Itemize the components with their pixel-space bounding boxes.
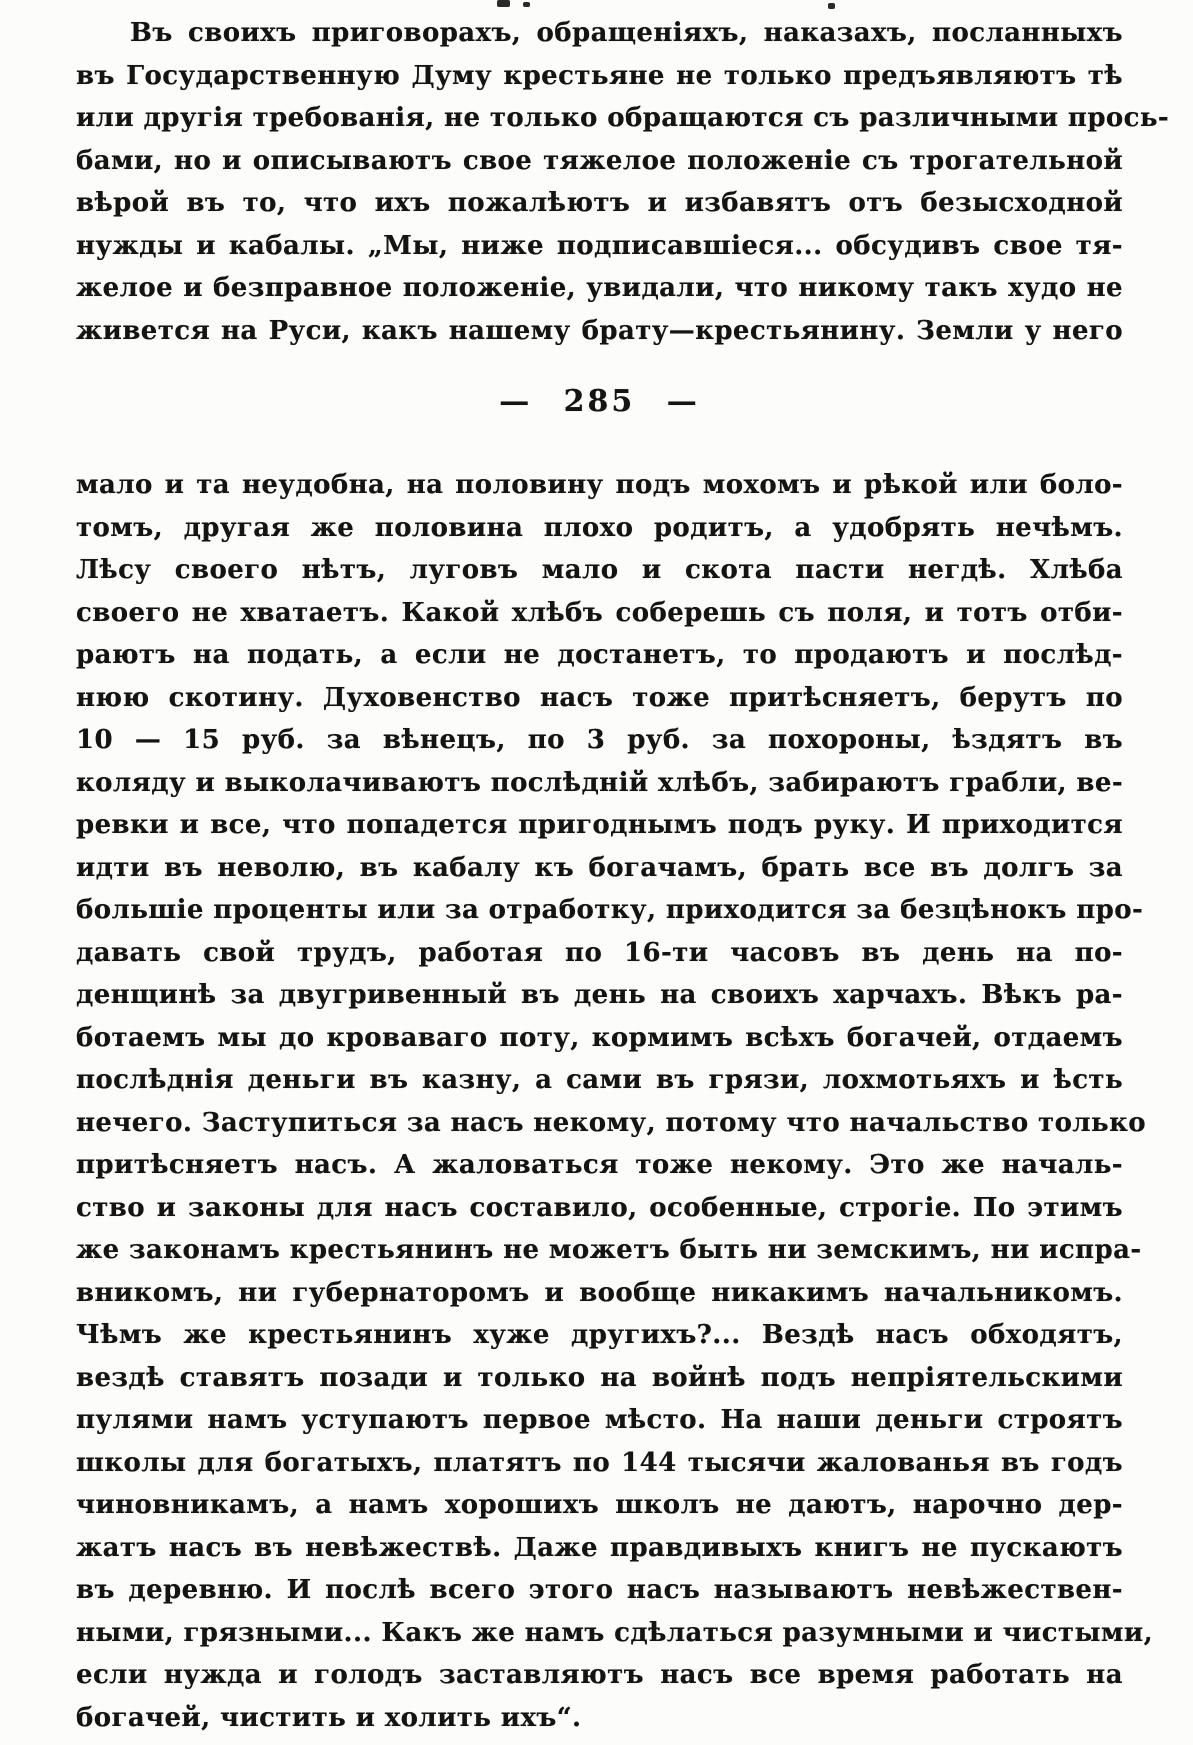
text-line: ботаемъ мы до кроваваго поту, кормимъ всѣхъ богачей, отдаемъ xyxy=(76,1022,1123,1053)
text-line: нужды и кабалы. „Мы, ниже подписавшіеся... обсудивъ свое тя- xyxy=(76,230,1123,261)
text-line: томъ, другая же половина плохо родитъ, а удобрять нечѣмъ. xyxy=(76,512,1123,543)
text-line: мало и та неудобна, на половину подъ мохомъ и рѣкой или боло- xyxy=(76,470,1123,500)
text-line: въ деревню. И послѣ всего этого насъ называютъ невѣжествен- xyxy=(76,1575,1123,1605)
text-line: вѣрой въ то, что ихъ пожалѣютъ и избавятъ отъ безысходной xyxy=(76,188,1123,218)
text-line: Чѣмъ же крестьянинъ хуже другихъ?... Вездѣ насъ обходятъ, xyxy=(76,1320,1123,1350)
text-line: Въ своихъ приговорахъ, обращеніяхъ, наказахъ, посланныхъ xyxy=(130,18,1123,48)
text-line: давать свой трудъ, работая по 16-ти часовъ въ день на по- xyxy=(76,937,1123,968)
scan-artifact xyxy=(828,3,835,9)
text-line: послѣднія деньги въ казну, а сами въ грязи, лохмотьяхъ и ѣсть xyxy=(76,1065,1123,1095)
paragraph-top xyxy=(76,12,1170,352)
text-line: нюю скотину. Духовенство насъ тоже притѣсняетъ, берутъ по xyxy=(76,682,1123,713)
text-line: богачей, чистить и холить ихъ“. xyxy=(76,1702,582,1733)
text-line: притѣсняетъ насъ. А жаловаться тоже некому. Это же началь- xyxy=(76,1150,1123,1180)
text-line: желое и безправное положеніе, увидали, что никому такъ худо не xyxy=(76,273,1123,303)
text-line: Лѣсу своего нѣтъ, луговъ мало и скота пасти негдѣ. Хлѣба xyxy=(76,555,1123,585)
text-line: живется на Руси, какъ нашему брату—крестьянину. Земли у него xyxy=(76,315,1123,346)
text-line: коляду и выколачиваютъ послѣдній хлѣбъ, забираютъ грабли, ве- xyxy=(76,767,1124,798)
text-line: жатъ насъ въ невѣжествѣ. Даже правдивыхъ книгъ не пускаютъ xyxy=(76,1532,1123,1563)
text-line: если нужда и голодъ заставляютъ насъ все время работать на xyxy=(76,1660,1123,1690)
text-line: пулями намъ уступаютъ первое мѣсто. На наши деньги строятъ xyxy=(76,1405,1123,1435)
text-line: чиновникамъ, а намъ хорошихъ школъ не даютъ, нарочно дер- xyxy=(76,1490,1123,1520)
text-line: идти въ неволю, въ кабалу къ богачамъ, брать все въ долгъ за xyxy=(76,852,1123,883)
text-line: бами, но и описываютъ свое тяжелое положеніе съ трогательной xyxy=(76,145,1123,176)
text-line: 10 — 15 руб. за вѣнецъ, по 3 руб. за похороны, ѣздятъ въ xyxy=(76,725,1123,755)
page-number: — 285 — xyxy=(499,384,700,419)
text-line: въ Государственную Думу крестьяне не только предъявляютъ тѣ xyxy=(76,60,1123,91)
text-line: ными, грязными... Какъ же намъ сдѣлаться разумными и чистыми, xyxy=(76,1617,1154,1648)
text-line: раютъ на подать, а если не достанетъ, то продаютъ и послѣд- xyxy=(76,640,1123,670)
text-line: ревки и все, что попадется пригоднымъ подъ руку. И приходится xyxy=(76,810,1123,840)
text-line: или другія требованія, не только обращаются съ различными прось- xyxy=(76,103,1170,133)
text-line: нечего. Заступиться за насъ некому, потому что начальство только xyxy=(76,1107,1147,1138)
text-line: ство и законы для насъ составило, особенные, строгіе. По этимъ xyxy=(76,1192,1123,1223)
text-line: вникомъ, ни губернаторомъ и вообще никакимъ начальникомъ. xyxy=(76,1277,1123,1308)
text-line: своего не хватаетъ. Какой хлѣбъ соберешь съ поля, и тотъ отби- xyxy=(76,597,1123,628)
text-line: денщинѣ за двугривенный въ день на своихъ харчахъ. Вѣкъ ра- xyxy=(76,980,1123,1010)
text-line: вездѣ ставятъ позади и только на войнѣ подъ непріятельскими xyxy=(76,1362,1123,1393)
scan-artifact xyxy=(497,0,510,7)
text-line: школы для богатыхъ, платятъ по 144 тысячи жалованья въ годъ xyxy=(76,1447,1123,1478)
text-line: же законамъ крестьянинъ не можетъ быть ни земскимъ, ни испра- xyxy=(76,1235,1142,1265)
scan-artifact xyxy=(523,2,530,7)
paragraph-continuation xyxy=(76,464,1154,1739)
text-line: большіе проценты или за отработку, приходится за безцѣнокъ про- xyxy=(76,895,1144,925)
